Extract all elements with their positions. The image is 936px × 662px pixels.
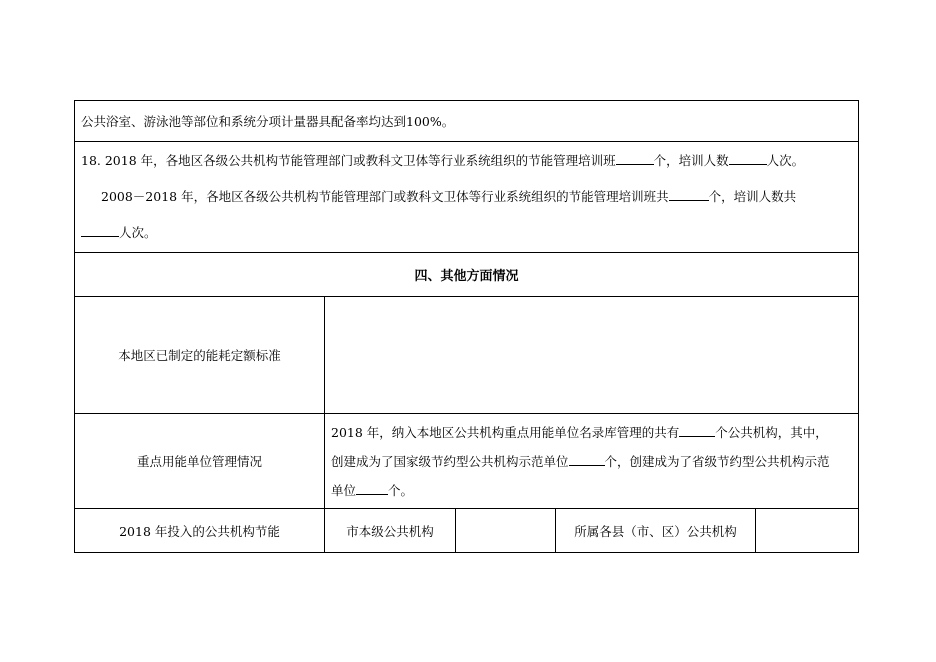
key-units-label: 重点用能单位管理情况 (75, 414, 325, 509)
key-units-line-3-text-a: 单位 (331, 482, 357, 498)
training-line-2 (81, 179, 852, 215)
investment-label: 2018 年投入的公共机构节能 (75, 509, 325, 553)
city-level-value[interactable] (456, 509, 556, 553)
training-line-1-text-b: 个，培训人数 (653, 153, 729, 168)
provincial-demo-units-blank[interactable] (356, 482, 388, 495)
key-units-line-1-text-b: 个公共机构，其中， (715, 424, 828, 440)
key-units-cell (325, 414, 859, 509)
key-units-line-2-text-a: 创建成为了国家级节约型公共机构示范单位 (331, 453, 569, 469)
energy-quota-label: 本地区已制定的能耗定额标准 (75, 297, 325, 414)
training-line-3 (81, 215, 852, 251)
energy-report-form-table (74, 100, 859, 553)
training-classes-2018-blank[interactable] (616, 152, 654, 165)
energy-quota-input[interactable] (325, 297, 859, 414)
training-attendees-2018-blank[interactable] (729, 152, 767, 165)
training-line-1 (81, 143, 852, 179)
key-units-line-3-text-b: 个。 (388, 482, 414, 498)
national-demo-units-blank[interactable] (569, 453, 605, 466)
key-units-line-1 (325, 418, 858, 447)
key-units-line-3 (325, 476, 858, 505)
metering-cell (75, 101, 859, 142)
training-line-3-text: 人次。 (119, 225, 157, 240)
key-units-count-blank[interactable] (679, 424, 715, 437)
key-units-line-2 (325, 447, 858, 476)
training-line-2-text-a: 2008－2018 年，各地区各级公共机构节能管理部门或教科文卫体等行业系统组织的节能管理培训班共 (101, 189, 669, 204)
training-cell (75, 142, 859, 253)
key-units-line-2-text-b: 个，创建成为了省级节约型公共机构示范 (604, 453, 830, 469)
row-investment (75, 509, 859, 553)
training-classes-total-blank[interactable] (669, 188, 709, 201)
training-line-1-text-a: 18. 2018 年，各地区各级公共机构节能管理部门或教科文卫体等行业系统组织的节能管理培训班 (81, 153, 616, 168)
row-metering (75, 101, 859, 142)
key-units-line-1-text-a: 2018 年，纳入本地区公共机构重点用能单位名录库管理的共有 (331, 424, 680, 440)
row-key-units (75, 414, 859, 509)
row-energy-quota (75, 297, 859, 414)
section4-title: 四、其他方面情况 (75, 253, 859, 297)
training-attendees-total-blank[interactable] (81, 224, 119, 237)
metering-text: 公共浴室、游泳池等部位和系统分项计量器具配备率均达到100%。 (81, 114, 455, 129)
training-line-2-text-b: 个，培训人数共 (708, 189, 797, 204)
city-level-label: 市本级公共机构 (325, 509, 456, 553)
county-level-value[interactable] (756, 509, 859, 553)
training-line-1-text-c: 人次。 (766, 153, 805, 168)
county-level-label: 所属各县（市、区）公共机构 (556, 509, 756, 553)
row-training (75, 142, 859, 253)
row-section4-header (75, 253, 859, 297)
